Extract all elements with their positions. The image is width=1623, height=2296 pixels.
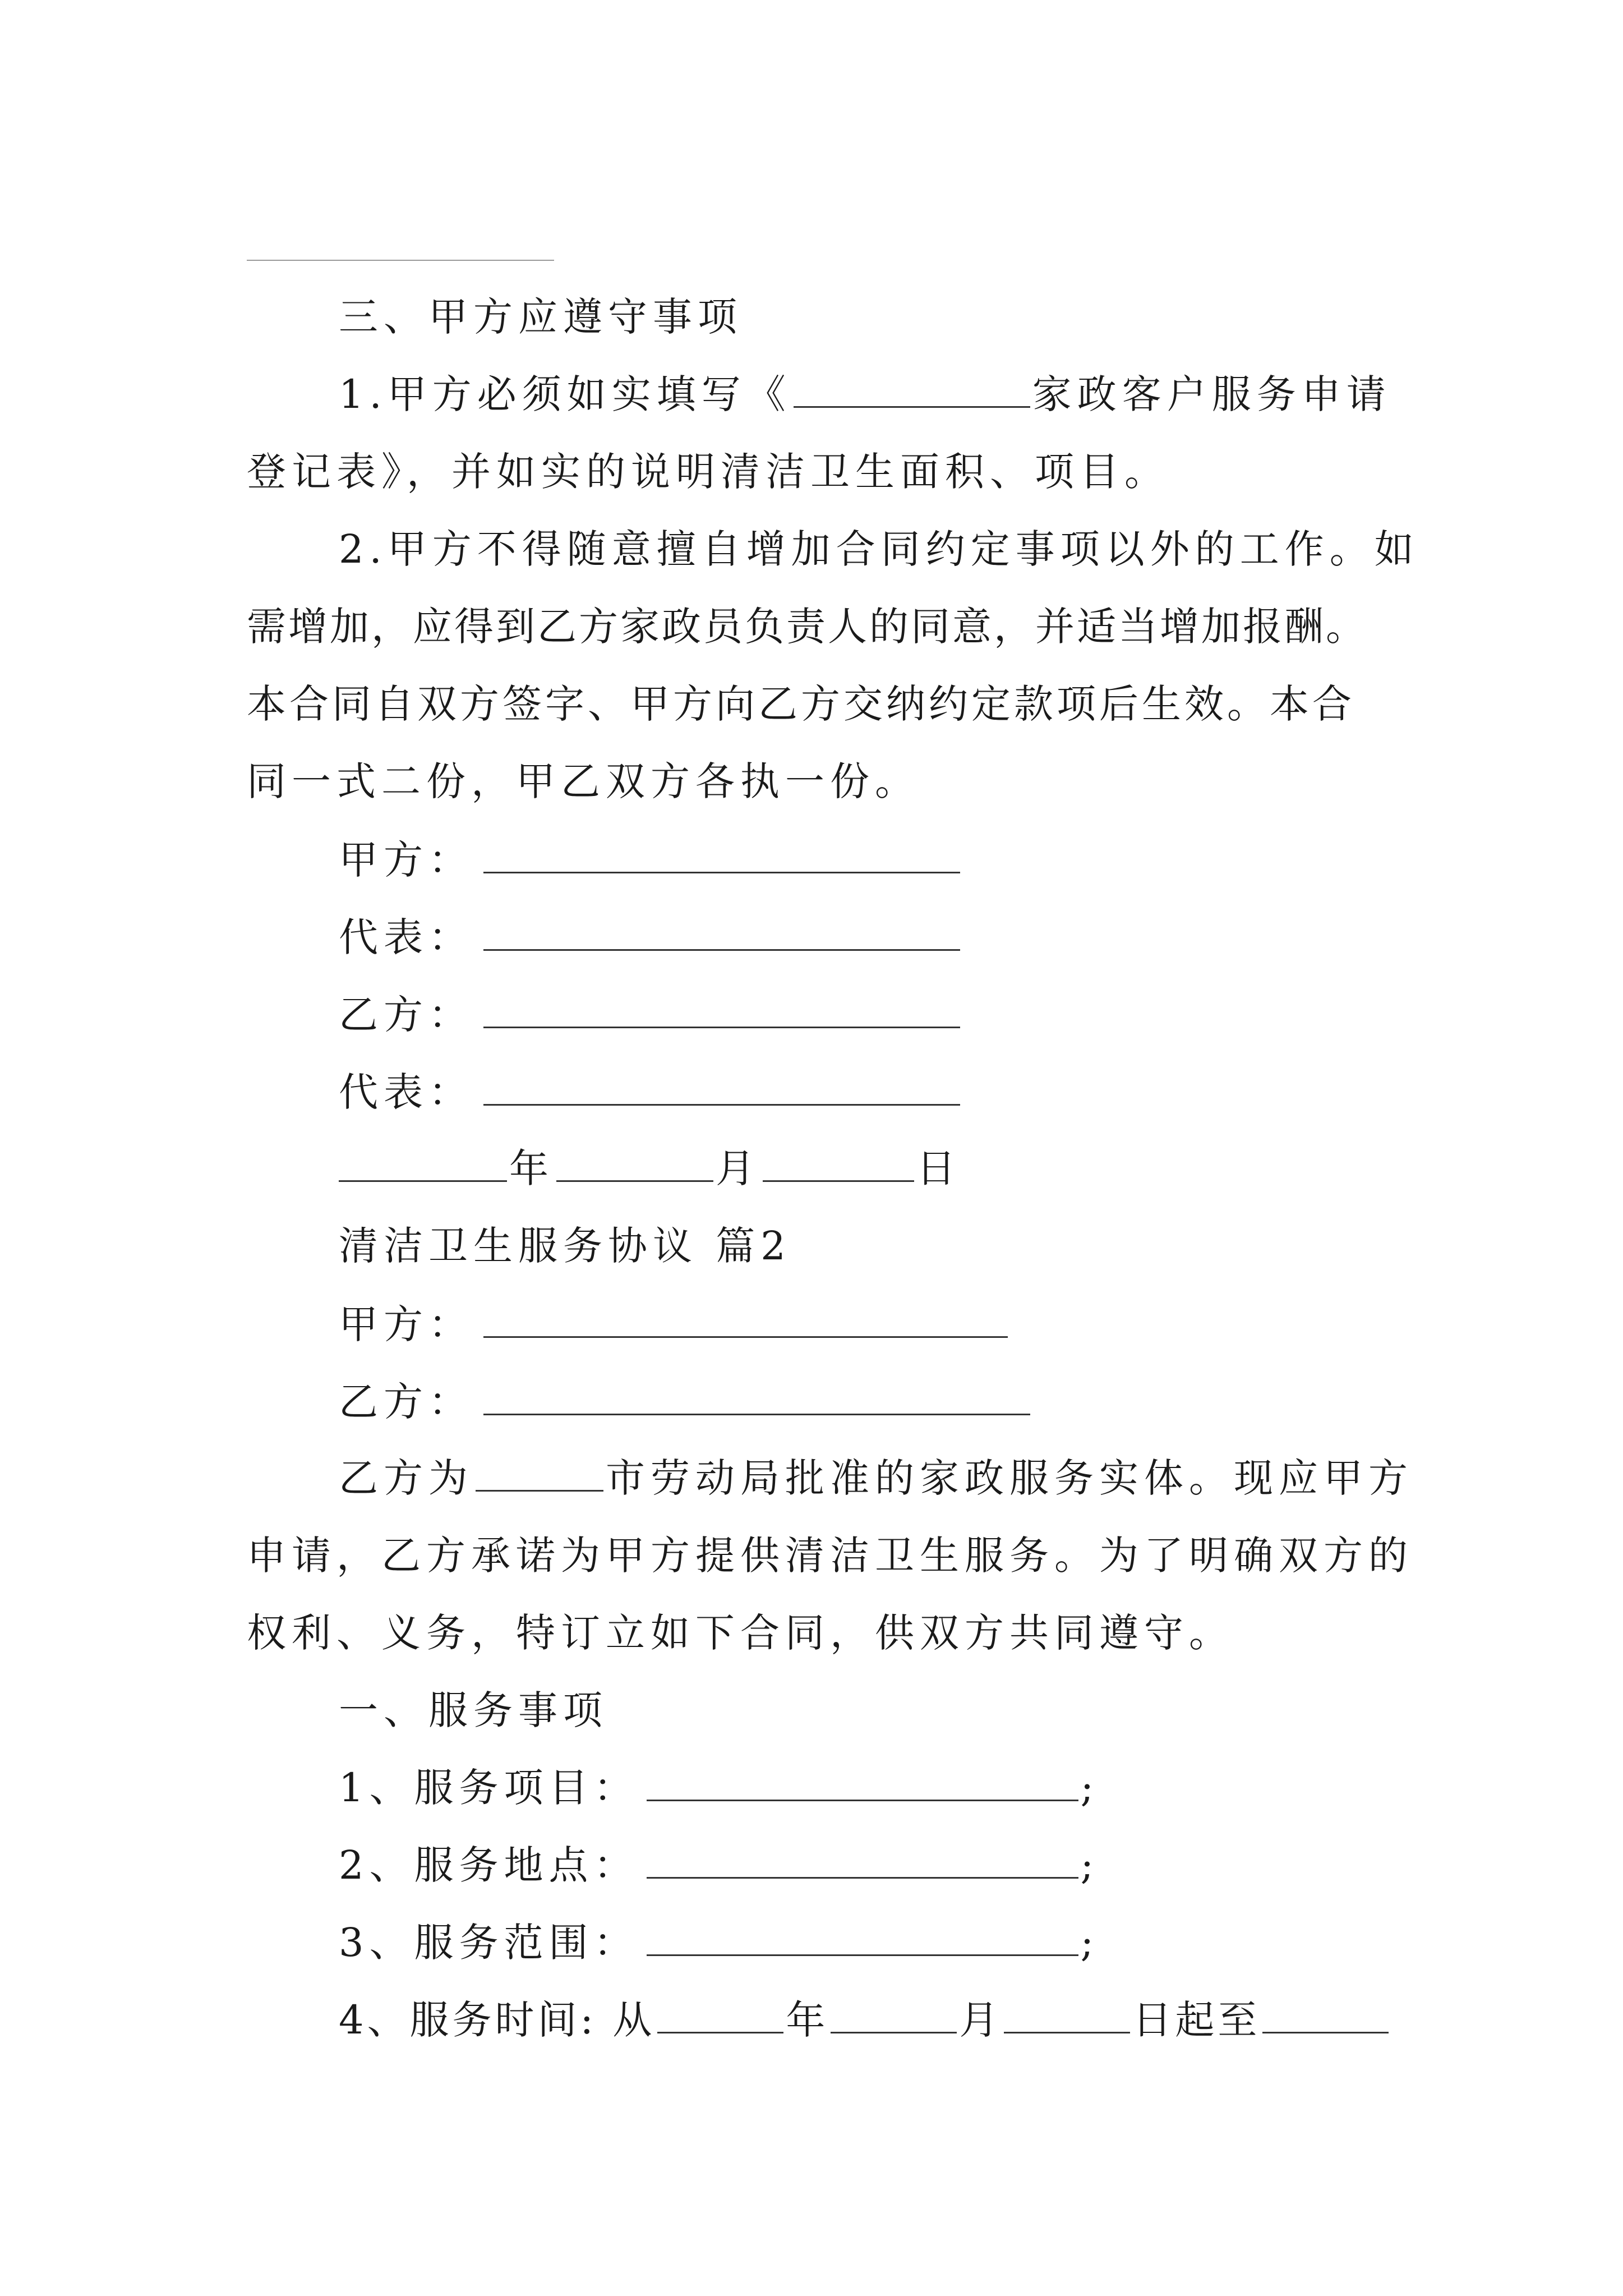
signature-field[interactable]: [483, 994, 960, 1028]
signature-row: [339, 1069, 960, 1115]
signature-row: [339, 914, 960, 960]
signature-label: 乙方：: [339, 992, 473, 1038]
signature-label: 代表：: [339, 914, 473, 960]
item-label: 3、服务范围：: [339, 1920, 639, 1966]
signature-row: [339, 992, 960, 1038]
text-run: 乙方为: [339, 1455, 473, 1501]
service-item-field[interactable]: [647, 1768, 1078, 1801]
year-blank[interactable]: [339, 1149, 507, 1182]
party-row: [339, 1301, 1008, 1347]
party-label: 乙方：: [339, 1379, 473, 1425]
paragraph-line: 申请，乙方承诺为甲方提供清洁卫生服务。为了明确双方的: [247, 1533, 1413, 1579]
header-rule: [247, 260, 554, 261]
service-location-field[interactable]: [647, 1846, 1078, 1879]
item-label: 1、服务项目：: [339, 1765, 639, 1811]
item-end: ;: [1080, 1765, 1100, 1811]
signature-field[interactable]: [483, 1071, 960, 1106]
signature-field[interactable]: [483, 917, 960, 951]
service-location-row: [339, 1842, 1100, 1888]
party-field[interactable]: [483, 1304, 1008, 1338]
paragraph-line: 登记表》，并如实的说明清洁卫生面积、项目。: [247, 449, 1169, 495]
year-label: 年: [786, 1997, 829, 2043]
start-month-blank[interactable]: [831, 2000, 957, 2033]
paragraph-line: 同一式二份，甲乙双方各执一份。: [247, 758, 920, 804]
day-label: 日: [916, 1145, 961, 1191]
month-blank[interactable]: [556, 1149, 713, 1182]
start-year-blank[interactable]: [657, 2000, 783, 2033]
item-label: 4、服务时间: 从: [339, 1997, 656, 2043]
city-blank[interactable]: [476, 1458, 603, 1492]
party-row: [339, 1379, 1030, 1425]
day-to-label: 日起至: [1132, 1997, 1261, 2043]
fill-in-blank[interactable]: [794, 375, 1030, 408]
item-label: 2、服务地点：: [339, 1842, 639, 1888]
signature-row: [339, 837, 960, 883]
text-run: 市劳动局批准的家政服务实体。现应甲方: [606, 1455, 1413, 1501]
service-scope-field[interactable]: [647, 1923, 1078, 1956]
item-end: ;: [1080, 1842, 1100, 1888]
day-blank[interactable]: [763, 1149, 914, 1182]
paragraph-line: 2.甲方不得随意擅自增加合同约定事项以外的工作。如: [339, 526, 1419, 572]
year-label: 年: [509, 1145, 554, 1191]
paragraph-line: 需增加，应得到乙方家政员负责人的同意，并适当增加报酬。: [247, 604, 1367, 650]
text-run: 家政客户服务申请: [1032, 371, 1391, 417]
section-heading: 一、服务事项: [339, 1687, 608, 1733]
party-label: 甲方：: [339, 1301, 473, 1347]
signature-label: 甲方：: [339, 837, 473, 883]
month-label: 月: [959, 1997, 1002, 2043]
agreement-title: 清洁卫生服务协议 篇2: [339, 1223, 791, 1269]
paragraph-line: 本合同自双方签字、甲方向乙方交纳约定款项后生效。本合: [247, 681, 1355, 727]
paragraph-line: 权利、义务，特订立如下合同，供双方共同遵守。: [247, 1610, 1234, 1656]
section-heading: 三、甲方应遵守事项: [339, 294, 743, 340]
signature-label: 代表：: [339, 1069, 473, 1115]
item-end: ;: [1080, 1920, 1100, 1966]
text-run: 1.甲方必须如实填写《: [339, 371, 791, 417]
service-scope-row: [339, 1920, 1100, 1966]
service-item-row: [339, 1765, 1100, 1811]
end-year-blank[interactable]: [1262, 2000, 1389, 2033]
service-time-row: [339, 1997, 1391, 2043]
party-field[interactable]: [483, 1381, 1030, 1415]
start-day-blank[interactable]: [1004, 2000, 1130, 2033]
signature-field[interactable]: [483, 839, 960, 873]
date-row: [339, 1145, 961, 1191]
month-label: 月: [716, 1145, 760, 1191]
paragraph-line: [339, 1455, 1413, 1501]
paragraph-line: [339, 371, 1391, 417]
